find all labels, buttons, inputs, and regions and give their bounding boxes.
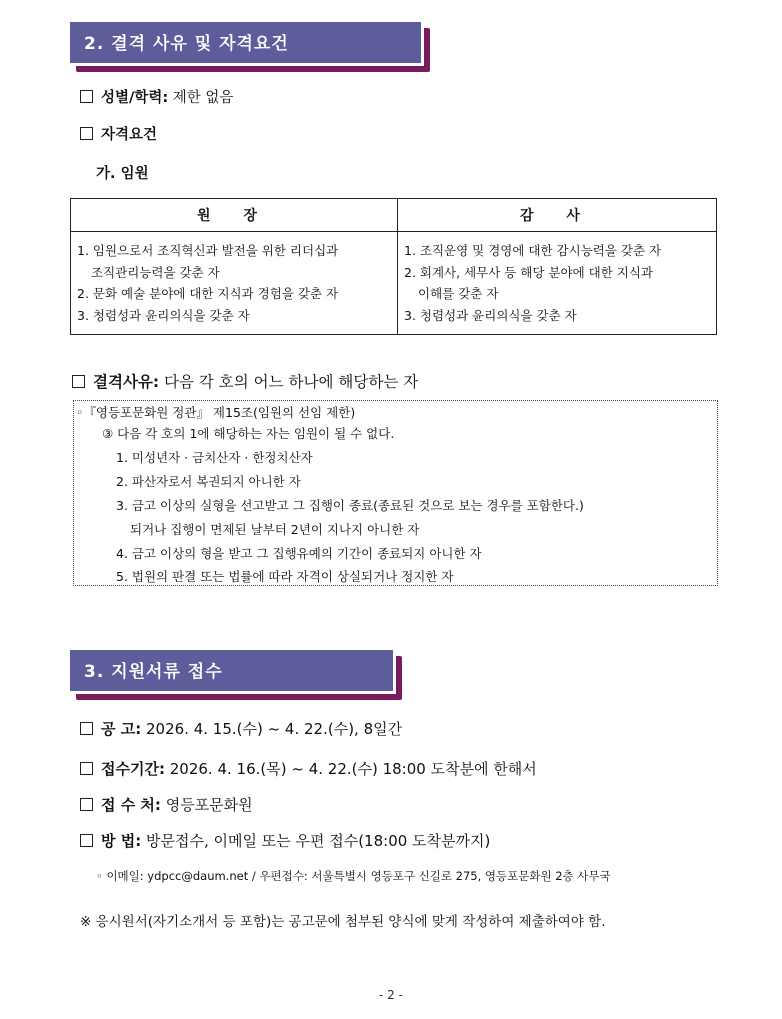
list-item: 3. 청렴성과 윤리의식을 갖춘 자 [404, 307, 577, 323]
auditor-qualifications [398, 232, 717, 335]
contact-info: ◦ 이메일: ydpcc@daum.net / 우편접수: 서울특별시 영등포구 신길로 275, 영등포문화원 2층 사무국 [96, 869, 611, 883]
method-value: 방문접수, 이메일 또는 우편 접수(18:00 도착분까지) [145, 832, 491, 850]
announcement-value: 2026. 4. 15.(수) ~ 4. 22.(수), 8일간 [145, 720, 403, 738]
list-item: 3. 청렴성과 윤리의식을 갖춘 자 [77, 307, 250, 323]
list-item: 3. 금고 이상의 실형을 선고받고 그 집행이 종료(종료된 것으로 보는 경우를 포함한다.) [116, 498, 584, 513]
disqualification-box [73, 400, 718, 586]
period-label: 접수기간: [101, 760, 165, 778]
period-line [80, 758, 537, 779]
list-item: 조직관리능력을 갖춘 자 [91, 264, 220, 280]
list-item: 5. 법원의 판결 또는 법률에 따라 자격이 상실되거나 정지한 자 [116, 569, 454, 584]
checkbox-square-icon [80, 798, 93, 811]
disqualification-line [72, 370, 418, 392]
place-label: 접 수 처: [101, 796, 161, 814]
list-item: 1. 조직운영 및 경영에 대한 감시능력을 갖춘 자 [404, 243, 662, 258]
submission-note: ※ 응시원서(자기소개서 등 포함)는 공고문에 첨부된 양식에 맞게 작성하여 제출하여야 함. [80, 914, 606, 930]
list-item: 1. 임원으로서 조직혁신과 발전을 위한 리더십과 [77, 243, 339, 258]
announcement-label: 공 고: [101, 720, 142, 738]
checkbox-square-icon [72, 375, 85, 388]
section-3-title: 3. 지원서류 접수 [70, 650, 396, 694]
checkbox-square-icon [80, 762, 93, 775]
auditor-header: 감 사 [398, 199, 717, 232]
article-clause: ③ 다음 각 호의 1에 해당하는 자는 임원이 될 수 없다. [102, 426, 395, 441]
disqualification-value: 다음 각 호의 어느 하나에 해당하는 자 [164, 373, 419, 391]
list-item: 2. 문화 예술 분야에 대한 지식과 경험을 갖춘 자 [77, 286, 339, 301]
method-label: 방 법: [101, 832, 142, 850]
place-value: 영등포문화원 [165, 796, 253, 814]
qualification-table [70, 198, 717, 335]
list-item: 2. 파산자로서 복권되지 아니한 자 [116, 474, 301, 489]
place-line [80, 794, 253, 815]
checkbox-square-icon [80, 834, 93, 847]
announcement-line [80, 718, 402, 739]
page-number: - 2 - [379, 988, 403, 1002]
checkbox-square-icon [80, 127, 93, 140]
table-header-row [71, 199, 717, 232]
checkbox-square-icon [80, 90, 93, 103]
disqualification-label: 결격사유: [93, 373, 160, 391]
section-2-title: 2. 결격 사유 및 자격요건 [70, 22, 424, 66]
list-item: 1. 미성년자 · 금치산자 · 한정치산자 [116, 450, 313, 465]
qualification-title: 자격요건 [101, 127, 158, 143]
section-2-header [70, 22, 424, 66]
list-item: 이해를 갖춘 자 [418, 286, 499, 301]
list-item: 되거나 집행이 면제된 날부터 2년이 지나지 아니한 자 [130, 522, 420, 537]
section-3-header [70, 650, 396, 694]
articles-reference: ◦『영등포문화원 정관』 제15조(임원의 선임 제한) [76, 405, 356, 420]
method-line [80, 830, 490, 851]
list-item: 2. 회계사, 세무사 등 해당 분야에 대한 지식과 [404, 264, 653, 280]
table-row [71, 232, 717, 335]
director-header: 원 장 [71, 199, 398, 232]
checkbox-square-icon [80, 722, 93, 735]
gender-education-line [80, 86, 233, 107]
period-value: 2026. 4. 16.(목) ~ 4. 22.(수) 18:00 도착분에 한해서 [169, 760, 537, 778]
gender-label: 성별/학력: [101, 90, 169, 106]
executive-subtitle: 가. 임원 [96, 166, 149, 182]
list-item: 4. 금고 이상의 형을 받고 그 집행유예의 기간이 종료되지 아니한 자 [116, 546, 482, 561]
gender-value: 제한 없음 [172, 90, 234, 106]
qualification-line [80, 123, 157, 144]
director-qualifications [71, 232, 398, 335]
